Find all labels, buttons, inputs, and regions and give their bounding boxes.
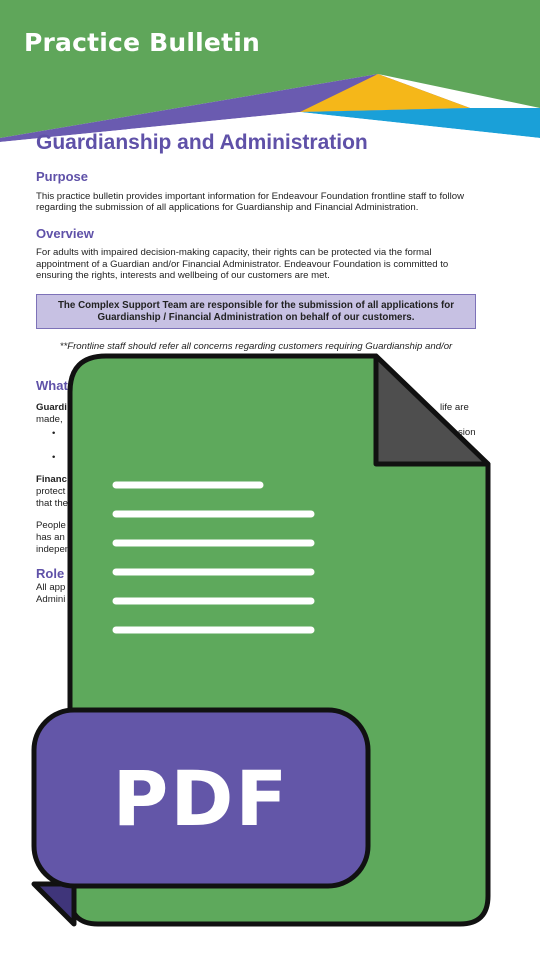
purpose-text: This practice bulletin provides important information for Endeavour Foundation frontline staff to follow regarding the submission of all applications for Guardianship and Financial Administration. [36,190,465,214]
bullet-1: • [52,428,56,439]
sion-fragment: sion [458,427,476,438]
overview-heading: Overview [36,225,94,241]
bullet-2: • [52,452,56,463]
guardianship-fragment: Guardi [36,402,67,413]
indepen-fragment: indepen [36,544,71,555]
protect-fragment: protect [36,486,66,497]
financial-fragment: Financ [36,474,67,485]
made-fragment: made, [36,414,63,425]
what-heading: What [36,378,68,393]
has-an-fragment: has an [36,532,65,543]
bulletin-title: Practice Bulletin [24,28,261,57]
life-are-fragment: life are [440,402,469,413]
role-heading: Role [36,566,65,581]
admini-fragment: Admini [36,594,66,605]
overview-text: For adults with impaired decision-making capacity, their rights can be protected via the formal appointment of a Guardian and/or Financial Administrator. Endeavour Foundation is committed to ensuring the rights, interests and wellbeing of our customers are met. [36,247,449,282]
frontline-note: **Frontline staff should refer all concerns regarding customers requiring Guardianship and/or [59,341,453,353]
purpose-heading: Purpose [36,169,89,185]
that-the-fragment: that the [36,498,69,509]
complex-support-callout: The Complex Support Team are responsible for the submission of all applications for Guardianship / Financial Administration on behalf of our customers. [36,294,476,330]
people-fragment: People [36,520,66,531]
all-app-fragment: All app [36,582,66,593]
document-title: Guardianship and Administration [36,131,368,154]
pdf-label: PDF [112,753,290,843]
